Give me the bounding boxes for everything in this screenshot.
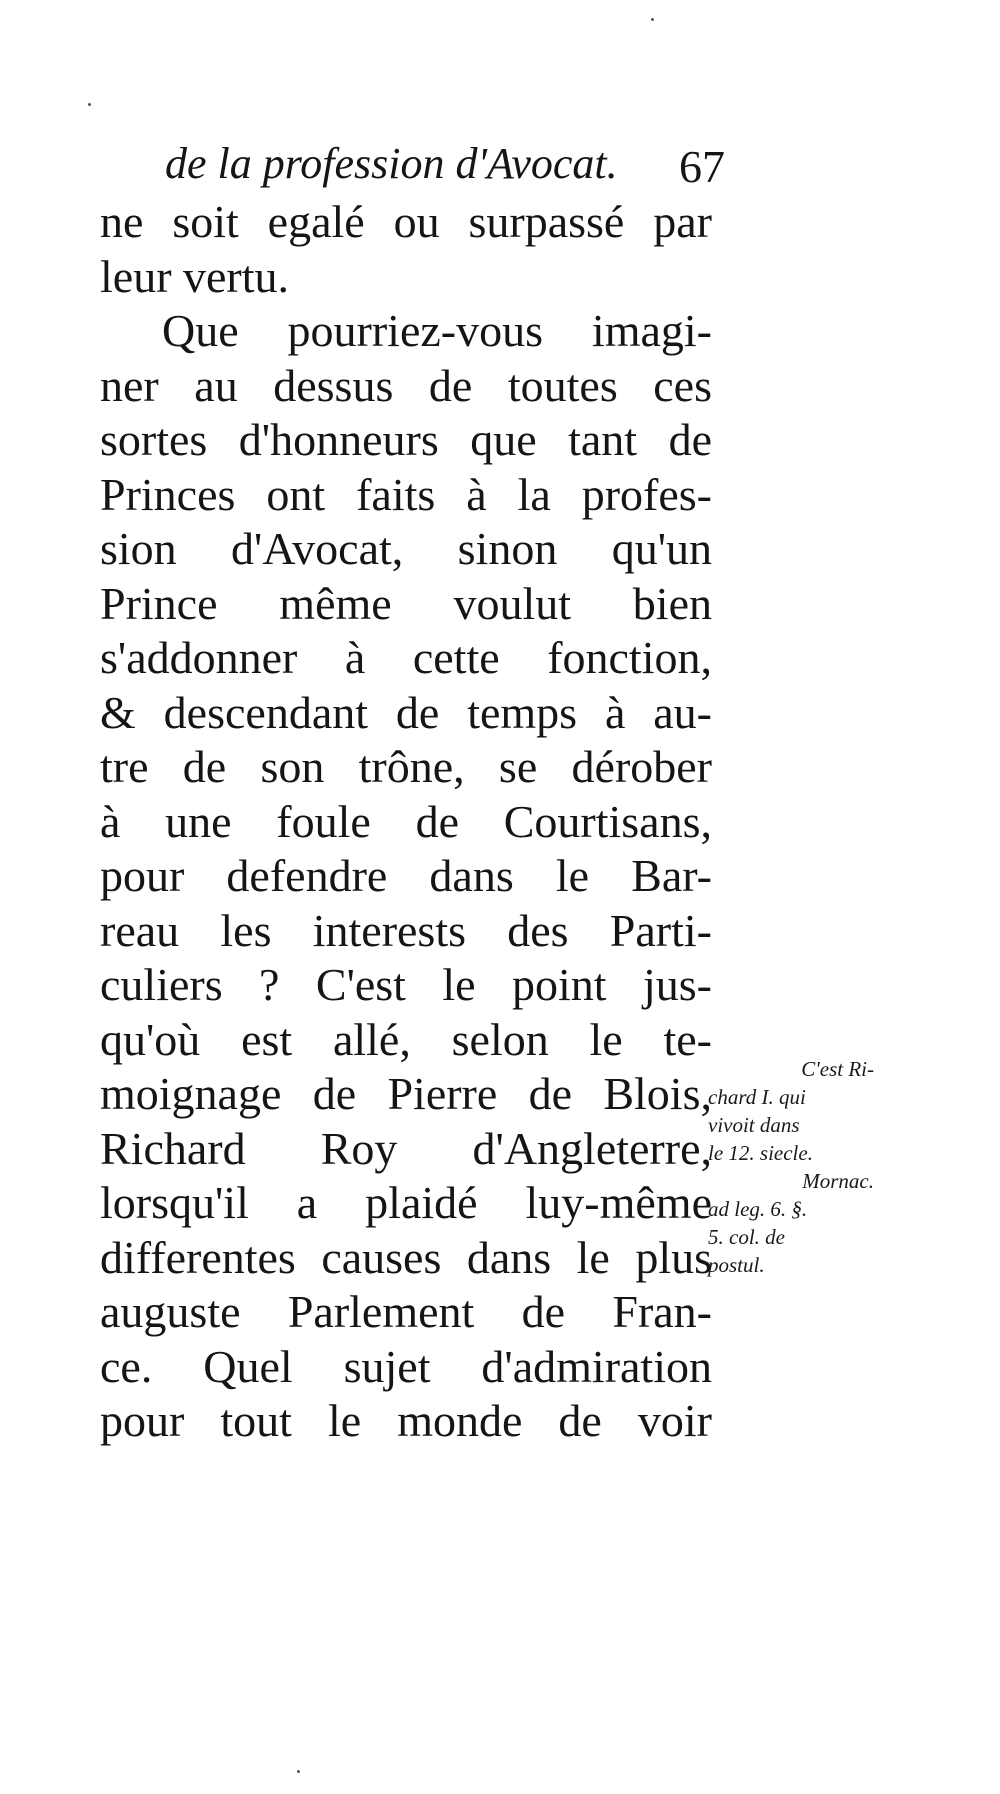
text-line: Richard Roy d'Angleterre, xyxy=(100,1122,712,1174)
text-line: sion d'Avocat, sinon qu'un xyxy=(100,523,712,574)
margin-note xyxy=(708,1055,888,1279)
running-head xyxy=(165,138,725,198)
text-line: ner au dessus de toutes ces xyxy=(100,359,712,411)
text-line: lorsqu'il a plaidé luy-même xyxy=(100,1177,712,1228)
text-line: ce. Quel sujet d'admiration xyxy=(100,1340,712,1392)
margin-note-line: 5. col. de xyxy=(708,1225,785,1249)
paper-speck xyxy=(88,103,91,106)
running-title: de la profession d'Avocat. xyxy=(165,139,618,188)
text-line: reau les interests des Parti- xyxy=(100,904,712,956)
text-line: ne soit egalé ou surpassé par xyxy=(100,196,712,247)
text-line: moignage de Pierre de Blois, xyxy=(100,1068,712,1119)
margin-note-line: vivoit dans xyxy=(708,1113,800,1137)
text-line: à une foule de Courtisans, xyxy=(100,795,712,847)
text-line: Princes ont faits à la profes- xyxy=(100,468,712,520)
margin-note-line: C'est Ri- xyxy=(801,1057,874,1081)
margin-note-line: postul. xyxy=(708,1253,765,1277)
margin-note-line: chard I. qui xyxy=(708,1085,806,1109)
text-line: differentes causes dans le plus xyxy=(100,1231,712,1283)
text-line: Prince même voulut bien xyxy=(100,577,712,629)
margin-note-line: ad leg. 6. §. xyxy=(708,1197,808,1221)
text-line: s'addonner à cette fonction, xyxy=(100,632,712,683)
text-line: sortes d'honneurs que tant de xyxy=(100,414,712,465)
text-line: qu'où est allé, selon le te- xyxy=(100,1013,712,1065)
page-number: 67 xyxy=(679,141,725,192)
text-line: & descendant de temps à au- xyxy=(100,686,712,738)
margin-note-line: le 12. siecle. xyxy=(708,1141,813,1165)
text-line: pour defendre dans le Bar- xyxy=(100,850,712,901)
paragraph-first-line: Que pourriez-vous imagi- xyxy=(162,305,712,356)
text-line: leur vertu. xyxy=(100,250,290,302)
text-line: auguste Parlement de Fran- xyxy=(100,1286,712,1337)
text-line: culiers ? C'est le point jus- xyxy=(100,959,712,1010)
margin-note-line: Mornac. xyxy=(802,1169,874,1193)
text-line: tre de son trône, se dérober xyxy=(100,741,712,792)
paper-speck xyxy=(651,18,654,21)
paper-speck xyxy=(297,1770,300,1773)
body-text xyxy=(100,195,712,1449)
text-line: pour tout le monde de voir xyxy=(100,1395,712,1446)
